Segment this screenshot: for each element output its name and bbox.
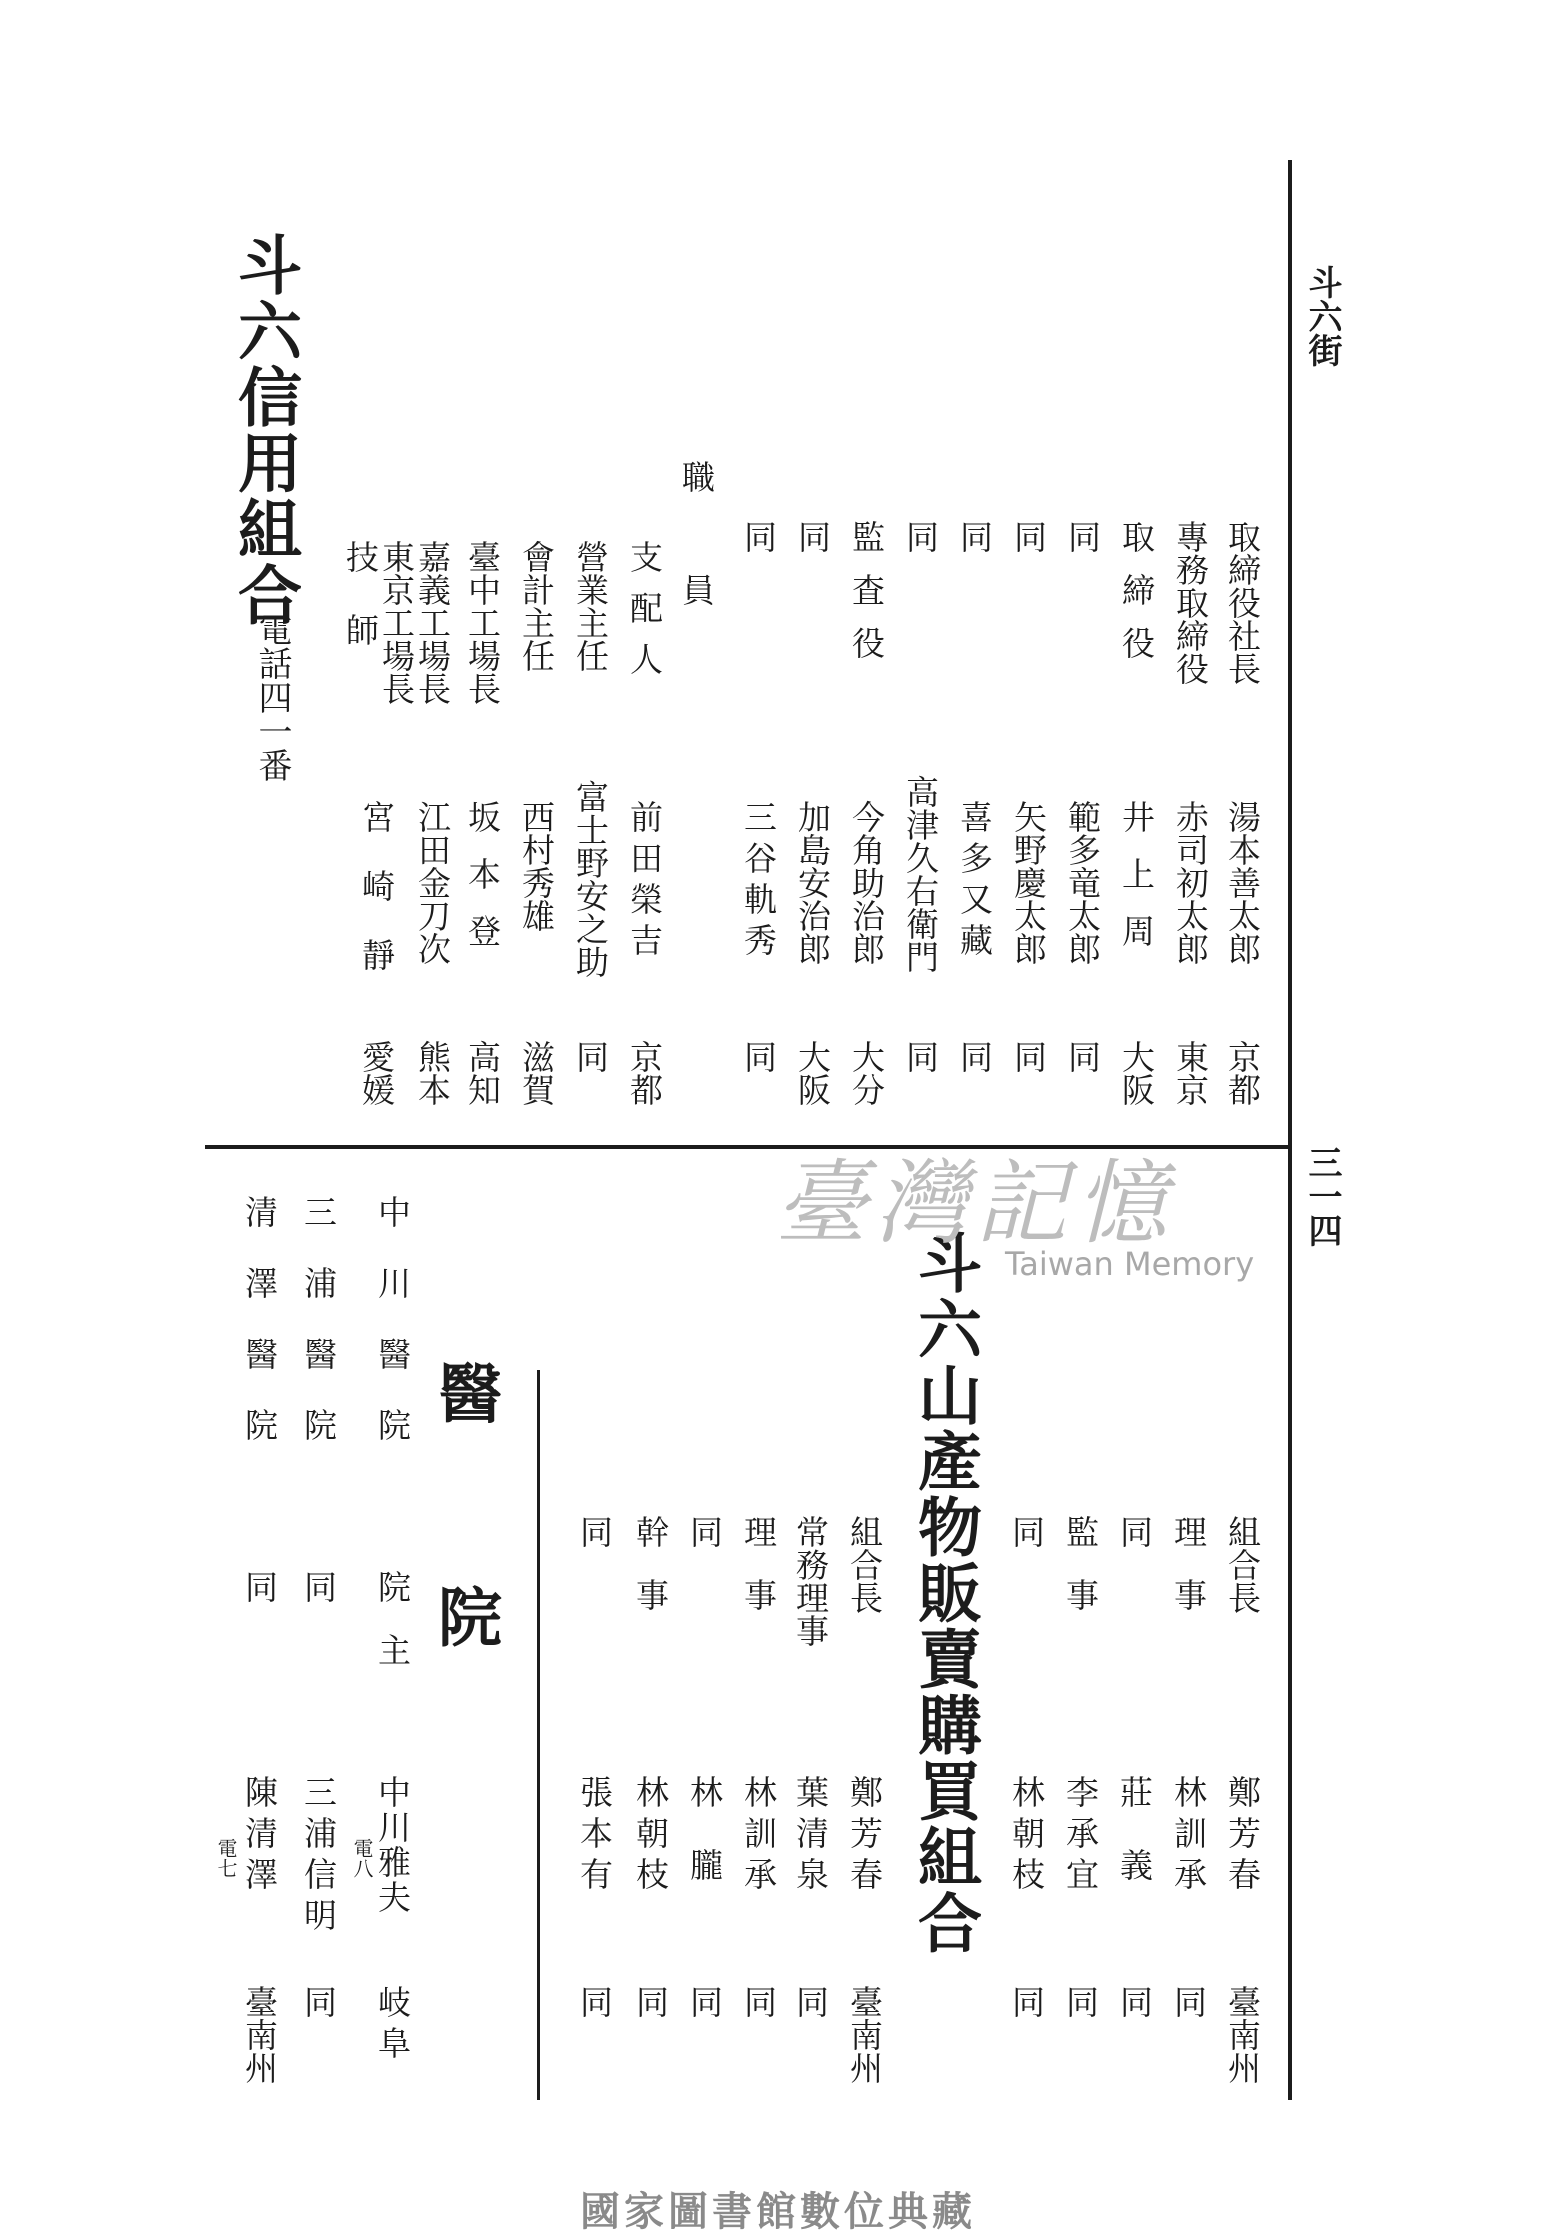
produce-staff-origin: 臺南州 [845, 1985, 884, 2084]
credit-staff-role: 營業主任 [571, 540, 610, 672]
right-margin-rule [1288, 160, 1292, 2100]
credit-officer-name: 赤司初太郎 [1171, 800, 1210, 965]
credit-staff-name: 西村秀雄 [517, 800, 556, 932]
produce-staff-origin: 同 [685, 1985, 724, 2018]
credit-officer-role: 同 [1009, 520, 1048, 553]
credit-staff-name: 富士野安之助 [571, 780, 610, 978]
produce-staff-role: 組合長 [845, 1515, 884, 1614]
credit-officer-role: 同 [955, 520, 994, 553]
credit-officer-name: 湯本善太郎 [1223, 800, 1262, 965]
credit-officer-name: 加島安治郎 [793, 800, 832, 965]
credit-staff-origin: 愛媛 [357, 1040, 396, 1106]
hospital-role: 同 [240, 1570, 279, 1603]
credit-officer-name: 矢野慶太郎 [1009, 800, 1048, 965]
watermark-logo-cjk: 臺灣記憶 [775, 1150, 1176, 1257]
produce-staff-role: 理事 [739, 1515, 778, 1641]
produce-staff-name: 鄭芳春 [845, 1775, 884, 1898]
credit-officer-origin: 同 [955, 1040, 994, 1073]
produce-officer-role: 監事 [1061, 1515, 1100, 1641]
hospital-person: 中川雅夫 [373, 1775, 412, 1915]
hospital-role: 院主 [373, 1570, 412, 1696]
credit-staff-origin: 高知 [463, 1040, 502, 1106]
credit-officer-origin: 同 [739, 1040, 778, 1073]
credit-officer-role: 監査役 [847, 520, 886, 679]
credit-officer-name: 今角助治郎 [847, 800, 886, 965]
produce-officer-role: 同 [1115, 1515, 1154, 1548]
credit-staff-role: 技師 [341, 540, 380, 686]
produce-staff-origin: 同 [575, 1985, 614, 2018]
produce-staff-name: 林朝枝 [631, 1775, 670, 1898]
produce-officer-name: 林朝枝 [1007, 1775, 1046, 1898]
produce-officer-origin: 同 [1169, 1985, 1208, 2018]
produce-officer-name: 莊義 [1115, 1775, 1154, 1921]
produce-staff-role: 常務理事 [791, 1515, 830, 1647]
staff-header: 職員 [677, 460, 716, 686]
credit-officer-name: 井上周 [1117, 800, 1156, 971]
hospital-person: 三浦信明 [299, 1775, 338, 1939]
produce-officer-origin: 同 [1061, 1985, 1100, 2018]
produce-officer-name: 林訓承 [1169, 1775, 1208, 1898]
credit-staff-name: 前田榮吉 [625, 800, 664, 964]
produce-staff-name: 林訓承 [739, 1775, 778, 1898]
produce-officer-name: 鄭芳春 [1223, 1775, 1262, 1898]
hospital-origin: 岐阜 [373, 1985, 412, 2067]
hospital-phone: 電八 [350, 1838, 374, 1878]
hospitals-title: 醫院 [427, 1360, 502, 1808]
credit-staff-origin: 熊本 [413, 1040, 452, 1106]
credit-officer-origin: 大阪 [1117, 1040, 1156, 1106]
credit-staff-origin: 京都 [625, 1040, 664, 1106]
page-number: 三一四 [1302, 1145, 1342, 1247]
hospital-role: 同 [299, 1570, 338, 1603]
hospital-name: 中川醫院 [373, 1195, 412, 1479]
credit-officer-origin: 東京 [1171, 1040, 1210, 1106]
hospital-name: 三浦醫院 [299, 1195, 338, 1479]
produce-officer-name: 李承宜 [1061, 1775, 1100, 1898]
produce-staff-name: 張本有 [575, 1775, 614, 1898]
credit-staff-role: 支配人 [625, 540, 664, 693]
footer-archive-label: 國家圖書館數位典藏 [580, 2188, 976, 2235]
credit-officer-role: 取締役 [1117, 520, 1156, 679]
produce-staff-name: 林朧 [685, 1775, 724, 1921]
credit-staff-role: 東京工場長 [377, 540, 416, 705]
credit-officer-role: 同 [739, 520, 778, 553]
produce-officer-origin: 臺南州 [1223, 1985, 1262, 2084]
credit-staff-name: 坂本登 [463, 800, 502, 971]
hospital-name: 清澤醫院 [240, 1195, 279, 1479]
douliu-credit-phone: 電話四一番 [252, 612, 292, 782]
hospital-origin: 臺南州 [240, 1985, 279, 2084]
produce-staff-role: 同 [685, 1515, 724, 1548]
produce-association-title: 斗六山產物販賣購買組合 [907, 1230, 982, 1956]
credit-officer-origin: 大阪 [793, 1040, 832, 1106]
credit-staff-origin: 同 [571, 1040, 610, 1073]
credit-officer-role: 專務取締役 [1171, 520, 1210, 685]
credit-officer-origin: 同 [1009, 1040, 1048, 1073]
credit-staff-role: 嘉義工場長 [413, 540, 452, 705]
produce-staff-origin: 同 [631, 1985, 670, 2018]
watermark-logo-en: Taiwan Memory [1005, 1245, 1255, 1283]
running-header: 斗六街 [1302, 265, 1342, 367]
credit-officer-role: 同 [901, 520, 940, 553]
credit-officer-name: 高津久右衛門 [901, 775, 940, 973]
hospital-divider-rule [537, 1370, 540, 2100]
credit-officer-role: 同 [793, 520, 832, 553]
produce-officer-origin: 同 [1115, 1985, 1154, 2018]
credit-officer-origin: 同 [901, 1040, 940, 1073]
credit-officer-role: 同 [1063, 520, 1102, 553]
credit-officer-name: 範多竜太郎 [1063, 800, 1102, 965]
hospital-person: 陳清澤 [240, 1775, 279, 1898]
credit-staff-role: 會計主任 [517, 540, 556, 672]
produce-officer-role: 組合長 [1223, 1515, 1262, 1614]
credit-staff-role: 臺中工場長 [463, 540, 502, 705]
credit-staff-name: 江田金刀次 [413, 800, 452, 965]
hospital-phone: 電七 [214, 1838, 238, 1878]
produce-officer-role: 理事 [1169, 1515, 1208, 1641]
douliu-credit-title: 斗六信用組合 [227, 232, 302, 628]
produce-staff-origin: 同 [739, 1985, 778, 2018]
credit-officer-origin: 同 [1063, 1040, 1102, 1073]
credit-officer-origin: 京都 [1223, 1040, 1262, 1106]
credit-officer-name: 三谷軌秀 [739, 800, 778, 964]
credit-officer-name: 喜多又藏 [955, 800, 994, 964]
credit-officer-origin: 大分 [847, 1040, 886, 1106]
produce-officer-origin: 同 [1007, 1985, 1046, 2018]
produce-staff-role: 幹事 [631, 1515, 670, 1641]
credit-staff-origin: 滋賀 [517, 1040, 556, 1106]
produce-staff-role: 同 [575, 1515, 614, 1548]
hospital-origin: 同 [299, 1985, 338, 2018]
produce-staff-origin: 同 [791, 1985, 830, 2018]
produce-officer-role: 同 [1007, 1515, 1046, 1548]
credit-staff-name: 宮崎靜 [357, 800, 396, 1007]
produce-staff-name: 葉清泉 [791, 1775, 830, 1898]
credit-officer-role: 取締役社長 [1223, 520, 1262, 685]
